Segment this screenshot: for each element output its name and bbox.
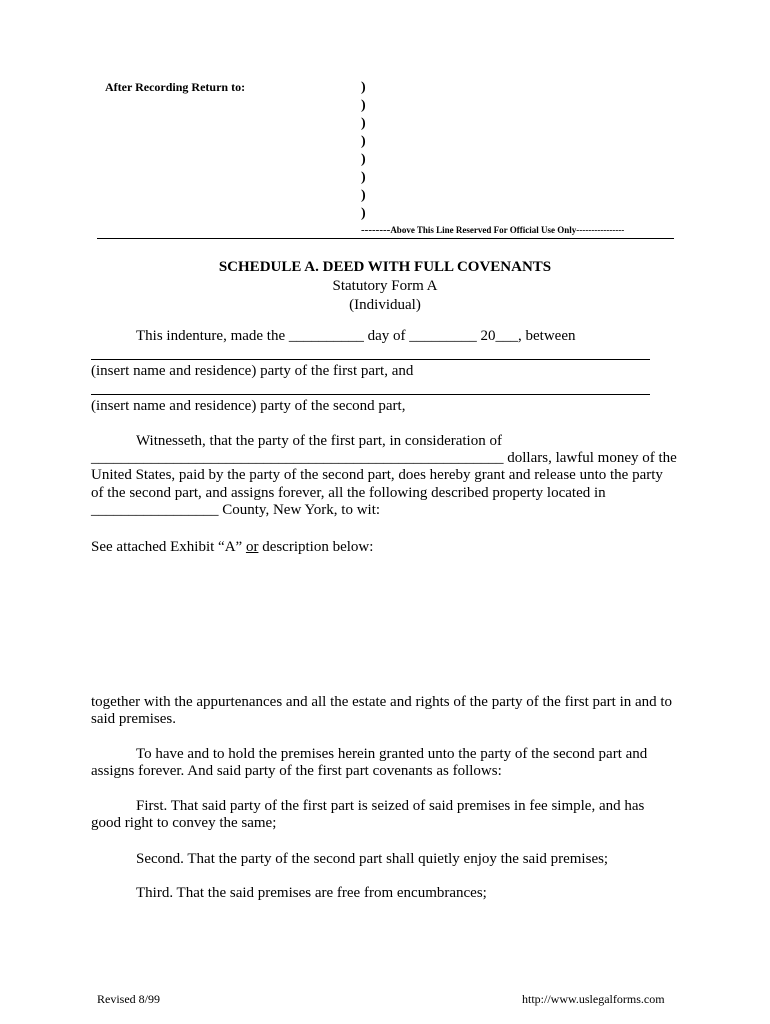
official-use-notice [361,224,624,236]
indenture-line: This indenture, made the __________ day of _________ 20___, between [136,328,576,344]
habendum-line-2: assigns forever. And said party of the first part covenants as follows: [91,763,502,779]
return-address-label: After Recording Return to: [105,80,246,94]
covenant-second: Second. That the party of the second part shall quietly enjoy the said premises; [136,851,609,867]
bracket-line: ) [361,170,366,185]
together-line-2: said premises. [91,711,176,727]
together-line-1: together with the appurtenances and all the estate and rights of the party of the first part in and to [91,694,673,710]
bracket-line: ) [361,98,366,113]
witness-line-3: United States, paid by the party of the second part, does hereby grant and release unto the party [91,467,663,483]
witness-line-5: _________________ County, New York, to wit: [91,502,381,518]
habendum-line-1: To have and to hold the premises herein granted unto the party of the second part and [136,746,648,762]
first-party-blank [91,359,650,360]
revision-note: Revised 8/99 [97,992,160,1006]
document-title [0,258,770,315]
witness-line-4: of the second part, and assigns forever, all the following described property located in [91,485,606,501]
title-main: SCHEDULE A. DEED WITH FULL COVENANTS [218,259,552,275]
bracket-line: ) [361,134,366,149]
second-party-label: (insert name and residence) party of the second part, [91,398,406,414]
bracket-line: ) [361,188,366,203]
official-use-divider [97,238,674,239]
covenant-third: Third. That the said premises are free from encumbrances; [136,885,487,901]
source-url: http://www.uslegalforms.com [522,992,665,1006]
exhibit-or: or [245,539,259,555]
exhibit-suffix: description below: [258,539,374,555]
first-party-label: (insert name and residence) party of the first part, and [91,363,414,379]
bracket-line: ) [361,80,366,95]
witness-line-2: _______________________________________________________ dollars, lawful money of the [91,450,677,466]
covenant-first-line-1: First. That said party of the first part is seized of said premises in fee simple, and has [136,798,645,814]
covenant-first-line-2: good right to convey the same; [91,815,277,831]
bracket-line: ) [361,152,366,167]
second-party-blank [91,394,650,395]
bracket-line: ) [361,116,366,131]
exhibit-line [91,538,691,556]
official-dashes: -------- [361,224,391,236]
title-type: (Individual) [349,297,421,313]
witness-line-1: Witnesseth, that the party of the first part, in consideration of [136,433,502,449]
bracket-line: ) [361,206,366,221]
exhibit-prefix: See attached Exhibit “A” [91,539,246,555]
official-trailing-dashes: ---------------- [576,225,625,235]
return-address-bracket [361,79,366,223]
title-form: Statutory Form A [332,278,438,294]
official-use-text: Above This Line Reserved For Official Use Only [390,225,577,235]
